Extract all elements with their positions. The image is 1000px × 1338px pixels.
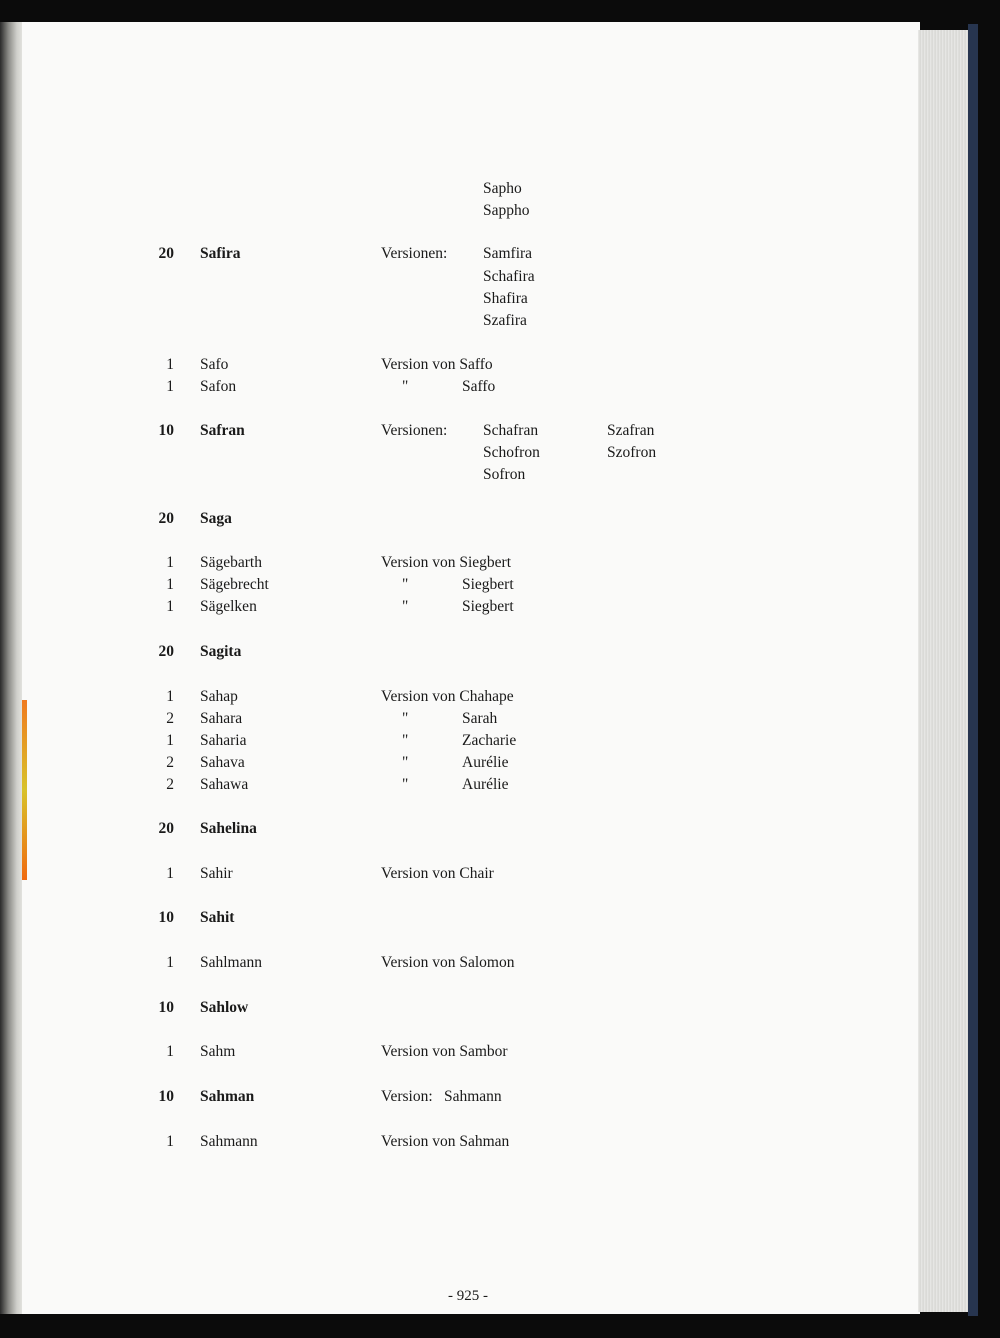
entry-name: Safo: [200, 356, 229, 373]
entry-variant-secondary: Szofron: [607, 444, 657, 461]
entry-name: Sahman: [200, 1088, 255, 1105]
ditto-mark: ": [402, 710, 409, 727]
entry-variant: Zacharie: [462, 732, 517, 749]
entry-name: Sahir: [200, 865, 233, 882]
entry-version-label: Version von Chahape: [381, 688, 514, 705]
entry-name: Sahelina: [200, 820, 257, 837]
entry-frequency: 1: [166, 356, 174, 373]
entry-frequency: 1: [166, 598, 174, 615]
ditto-mark: ": [402, 732, 409, 749]
entry-variant: Siegbert: [462, 598, 514, 615]
entry-version-label: Version von Chair: [381, 865, 494, 882]
entry-variant: Schofron: [483, 444, 540, 461]
entry-variant: Aurélie: [462, 754, 509, 771]
entry-version-label: Version von Sahman: [381, 1133, 510, 1150]
entry-name: Sahlmann: [200, 954, 262, 971]
entry-variant: Shafira: [483, 290, 528, 307]
ditto-mark: ": [402, 598, 409, 615]
ditto-mark: ": [402, 776, 409, 793]
entry-frequency: 10: [158, 1088, 174, 1105]
entry-name: Sahap: [200, 688, 238, 705]
ditto-mark: ": [402, 754, 409, 771]
ditto-mark: ": [402, 378, 409, 395]
entry-frequency: 20: [158, 643, 174, 660]
entry-version-label: Version von Siegbert: [381, 554, 512, 571]
page-marker-strip: [22, 700, 27, 880]
entry-variant: Sappho: [483, 202, 530, 219]
entry-name: Sahmann: [200, 1133, 258, 1150]
book-spine: [0, 22, 24, 1314]
entry-frequency: 1: [166, 1133, 174, 1150]
entry-variant: Sahmann: [444, 1088, 502, 1105]
entry-frequency: 1: [166, 378, 174, 395]
entry-name: Safon: [200, 378, 237, 395]
entry-frequency: 20: [158, 510, 174, 527]
entry-variant: Schafira: [483, 268, 535, 285]
entry-name: Sahlow: [200, 999, 249, 1016]
book-cover-edge: [968, 24, 978, 1316]
entry-name: Sägebarth: [200, 554, 262, 571]
entry-frequency: 10: [158, 422, 174, 439]
entry-version-label: Version von Salomon: [381, 954, 515, 971]
entry-version-label: Versionen:: [381, 422, 448, 439]
entry-frequency: 1: [166, 576, 174, 593]
entry-variant: Sofron: [483, 466, 526, 483]
entry-variant: Sapho: [483, 180, 522, 197]
ditto-mark: ": [402, 576, 409, 593]
entry-frequency: 1: [166, 954, 174, 971]
entry-frequency: 1: [166, 688, 174, 705]
entry-name: Sahit: [200, 909, 235, 926]
entry-name: Sagita: [200, 643, 242, 660]
entry-name: Sahawa: [200, 776, 249, 793]
entry-name: Sägelken: [200, 598, 257, 615]
entry-variant: Aurélie: [462, 776, 509, 793]
entry-frequency: 20: [158, 245, 174, 262]
entry-variant-secondary: Szafran: [607, 422, 655, 439]
entry-version-label: Versionen:: [381, 245, 448, 262]
entry-frequency: 1: [166, 732, 174, 749]
entry-frequency: 20: [158, 820, 174, 837]
page-number: - 925 -: [448, 1288, 488, 1304]
entry-variant: Saffo: [462, 378, 496, 395]
entry-variant: Sarah: [462, 710, 498, 727]
entry-name: Saga: [200, 510, 232, 527]
book-page: [22, 22, 920, 1314]
entry-name: Sahava: [200, 754, 245, 771]
entry-variant: Siegbert: [462, 576, 514, 593]
entry-name: Safira: [200, 245, 241, 262]
entry-frequency: 2: [166, 776, 174, 793]
entry-version-label: Version von Saffo: [381, 356, 493, 373]
entry-variant: Schafran: [483, 422, 539, 439]
entry-frequency: 1: [166, 554, 174, 571]
entry-frequency: 1: [166, 865, 174, 882]
entry-frequency: 1: [166, 1043, 174, 1060]
entry-name: Safran: [200, 422, 245, 439]
page-edges: [918, 30, 970, 1312]
entry-frequency: 2: [166, 754, 174, 771]
entry-name: Sägebrecht: [200, 576, 269, 593]
entry-frequency: 10: [158, 999, 174, 1016]
entry-variant: Samfira: [483, 245, 533, 262]
entry-version-label: Version von Sambor: [381, 1043, 508, 1060]
entry-frequency: 2: [166, 710, 174, 727]
entry-name: Saharia: [200, 732, 247, 749]
entry-name: Sahara: [200, 710, 243, 727]
entry-version-label: Version:: [381, 1088, 433, 1105]
entry-variant: Szafira: [483, 312, 527, 329]
entry-frequency: 10: [158, 909, 174, 926]
entry-name: Sahm: [200, 1043, 236, 1060]
